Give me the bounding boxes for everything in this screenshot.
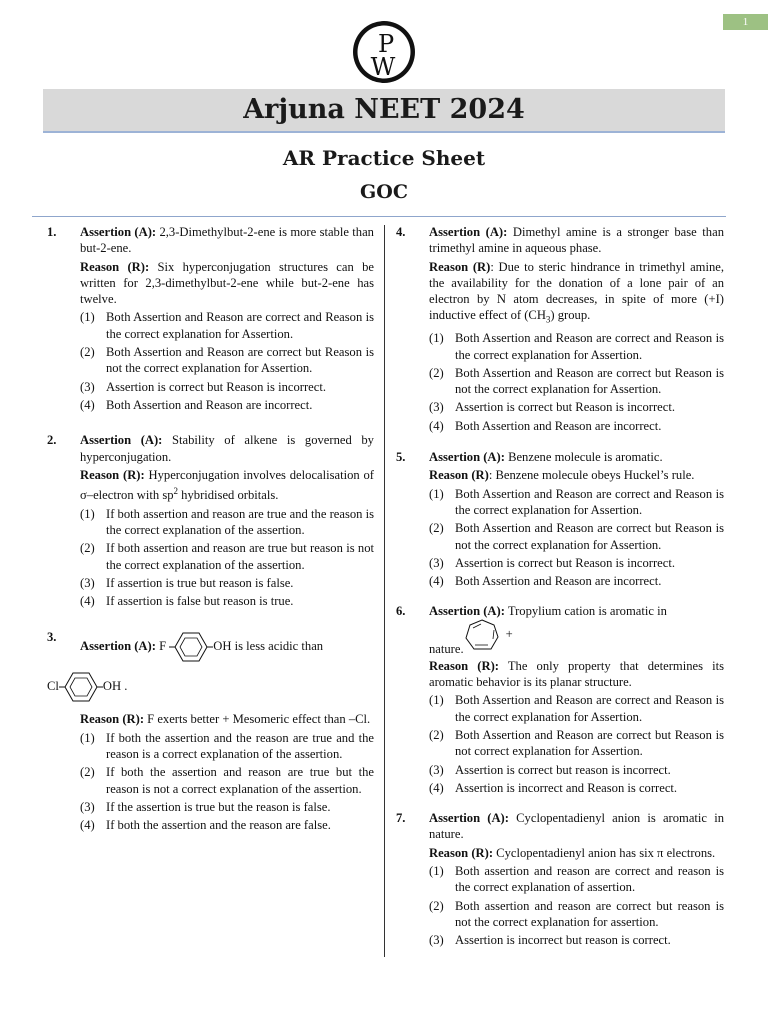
option-item: (1) Both Assertion and Reason are correct and Reason is the correct explanation for Assertion. xyxy=(80,310,374,341)
question-4 xyxy=(396,224,724,434)
option-item: (3) Assertion is correct but Reason is incorrect. xyxy=(80,379,326,394)
reason-label: Reason (R): xyxy=(429,845,494,860)
assertion-text: is less acidic than xyxy=(234,639,324,654)
column-divider xyxy=(384,225,385,957)
assertion-label: Assertion (A): xyxy=(429,225,508,239)
question-number: 3. xyxy=(47,630,57,645)
question-number: 2. xyxy=(47,433,57,448)
right-column xyxy=(396,224,724,949)
period: . xyxy=(124,679,128,694)
option-item: (3) Assertion is correct but reason is incorrect. xyxy=(429,762,671,777)
question-number: 7. xyxy=(396,811,406,826)
assertion-label: Assertion (A): xyxy=(80,433,163,448)
molecule-substituent: OH xyxy=(102,679,122,694)
question-7 xyxy=(396,810,724,948)
reason-text: : Due to steric hindrance in trimethyl amine, the availability for the donation of a lone pair of an electron by N atom decreases, in spite of more (+I) inductive effect of (CH xyxy=(429,259,724,323)
option-item: (1) Both assertion and reason are correct and reason is the correct explanation of assertion. xyxy=(429,864,724,895)
svg-text:W: W xyxy=(370,53,396,81)
reason-label: Reason (R) xyxy=(429,468,489,483)
tropylium-ring-icon xyxy=(462,618,506,658)
assertion-label: Assertion (A): xyxy=(429,811,509,826)
title-rule xyxy=(43,131,725,133)
option-item: (1) Both Assertion and Reason are correct and Reason is the correct explanation for Assertion. xyxy=(429,693,724,724)
benzene-ring-icon xyxy=(169,629,213,665)
reason-text: Cyclopentadienyl anion has six π electrons. xyxy=(496,845,716,860)
page-title: Arjuna NEET 2024 xyxy=(243,94,525,125)
left-column xyxy=(47,224,374,834)
reason-label: Reason (R): xyxy=(80,467,145,482)
reason-text: Hyperconjugation involves delocalisation of σ–electron with sp xyxy=(80,467,375,503)
option-item: (2) Both assertion and reason are correct but reason is not the correct explanation for assertion. xyxy=(429,898,724,929)
question-3 xyxy=(47,629,374,833)
molecule-substituent: F xyxy=(159,639,167,654)
sheet-subtitle: AR Practice Sheet xyxy=(282,146,486,170)
reason-label: Reason (R): xyxy=(80,712,145,727)
option-item: (4) Both Assertion and Reason are incorrect. xyxy=(429,418,662,433)
reason-text: : Benzene molecule obeys Huckel’s rule. xyxy=(488,468,695,483)
option-item: (3) If the assertion is true but the reason is false. xyxy=(80,799,331,814)
assertion-text: 2,3-Dimethylbut-2-ene is more stable than but-2-ene. xyxy=(80,225,374,256)
option-item: (4) Assertion is incorrect and Reason is correct. xyxy=(429,780,678,795)
option-item: (2) Both Assertion and Reason are correct but Reason is not correct explanation for Assertion. xyxy=(429,727,724,759)
assertion-text: Dimethyl amine is a stronger base than trimethyl amine in aqueous phase. xyxy=(429,225,724,256)
question-number: 1. xyxy=(47,225,57,239)
option-item: (3) Assertion is correct but Reason is incorrect. xyxy=(429,400,675,415)
option-item: (2) Both Assertion and Reason are correct but Reason is not the correct explanation for Assertion. xyxy=(429,521,724,552)
reason-label: Reason (R): xyxy=(429,658,499,673)
reason-text: F exerts better + Mesomeric effect than –Cl. xyxy=(147,712,371,727)
reason-label: Reason (R): xyxy=(80,259,150,274)
option-item: (2) If both the assertion and reason are true but the reason is not a correct explanation of the assertion. xyxy=(80,765,374,796)
subscript: 3 xyxy=(545,315,551,325)
assertion-label: Assertion (A): xyxy=(429,604,505,619)
assertion-text: Cyclopentadienyl anion is aromatic in nature. xyxy=(429,811,724,842)
benzene-ring-icon xyxy=(59,669,103,705)
reason-text-end: ) group. xyxy=(550,308,591,323)
charge-sign: + xyxy=(505,626,513,641)
reason-text: The only property that determines its aromatic behavior is its planar structure. xyxy=(429,658,724,690)
assertion-label: Assertion (A): xyxy=(429,450,505,465)
option-item: (2) Both Assertion and Reason are correct but Reason is not the correct explanation for Assertion. xyxy=(80,345,374,376)
option-item: (1) Both Assertion and Reason are correct and Reason is the correct explanation for Assertion. xyxy=(429,331,724,362)
title-band xyxy=(43,89,725,131)
pw-logo xyxy=(352,20,416,84)
question-2 xyxy=(47,432,374,609)
molecule-substituent: Cl xyxy=(47,679,59,694)
question-5 xyxy=(396,449,724,589)
reason-text: Six hyperconjugation structures can be written for 2,3-dimethylbut-2-ene while but-2-ene has twelve. xyxy=(80,259,374,307)
option-item: (2) If both assertion and reason are true but reason is not the correct explanation of the assertion. xyxy=(80,541,374,572)
reason-text-end: hybridised orbitals. xyxy=(178,488,279,503)
question-number: 6. xyxy=(396,604,406,619)
question-6 xyxy=(396,603,724,796)
assertion-text: Stability of alkene is governed by hyperconjugation. xyxy=(80,433,374,464)
question-number: 5. xyxy=(396,450,406,465)
option-item: (2) Both Assertion and Reason are correct but Reason is not the correct explanation for Assertion. xyxy=(429,365,724,397)
molecule-substituent: OH xyxy=(213,639,232,654)
option-item: (1) If both the assertion and the reason are true and the reason is a correct explanation of the assertion. xyxy=(80,730,374,762)
reason-label: Reason (R) xyxy=(429,259,491,274)
page-number-badge: 1 xyxy=(723,14,768,30)
option-item: (3) Assertion is incorrect but reason is correct. xyxy=(429,933,671,948)
topic-title: GOC xyxy=(360,181,408,203)
content-top-rule xyxy=(32,216,726,217)
tropylium-line xyxy=(429,618,724,658)
assertion-text-end: nature. xyxy=(429,642,464,657)
superscript: 2 xyxy=(173,486,179,497)
assertion-label: Assertion (A): xyxy=(80,639,156,654)
option-item: (4) Both Assertion and Reason are incorrect. xyxy=(429,574,662,589)
option-item: (1) If both assertion and reason are true and the reason is the correct explanation of the assertion. xyxy=(80,506,374,537)
option-item: (4) Both Assertion and Reason are incorrect. xyxy=(80,397,313,412)
question-number: 4. xyxy=(396,225,406,239)
option-item: (4) If assertion is false but reason is true. xyxy=(80,594,294,609)
molecule-line xyxy=(47,669,374,705)
option-item: (4) If both the assertion and the reason are false. xyxy=(80,818,331,833)
assertion-label: Assertion (A): xyxy=(80,225,157,239)
assertion-text: Benzene molecule is aromatic. xyxy=(508,450,663,465)
option-item: (3) If assertion is true but reason is false. xyxy=(80,575,294,590)
option-item: (3) Assertion is correct but Reason is incorrect. xyxy=(429,555,675,570)
question-1 xyxy=(47,224,374,413)
svg-text:P: P xyxy=(378,30,395,58)
option-item: (1) Both Assertion and Reason are correct and Reason is the correct explanation for Assertion. xyxy=(429,486,724,517)
assertion-text: Tropylium cation is aromatic in xyxy=(507,604,667,619)
